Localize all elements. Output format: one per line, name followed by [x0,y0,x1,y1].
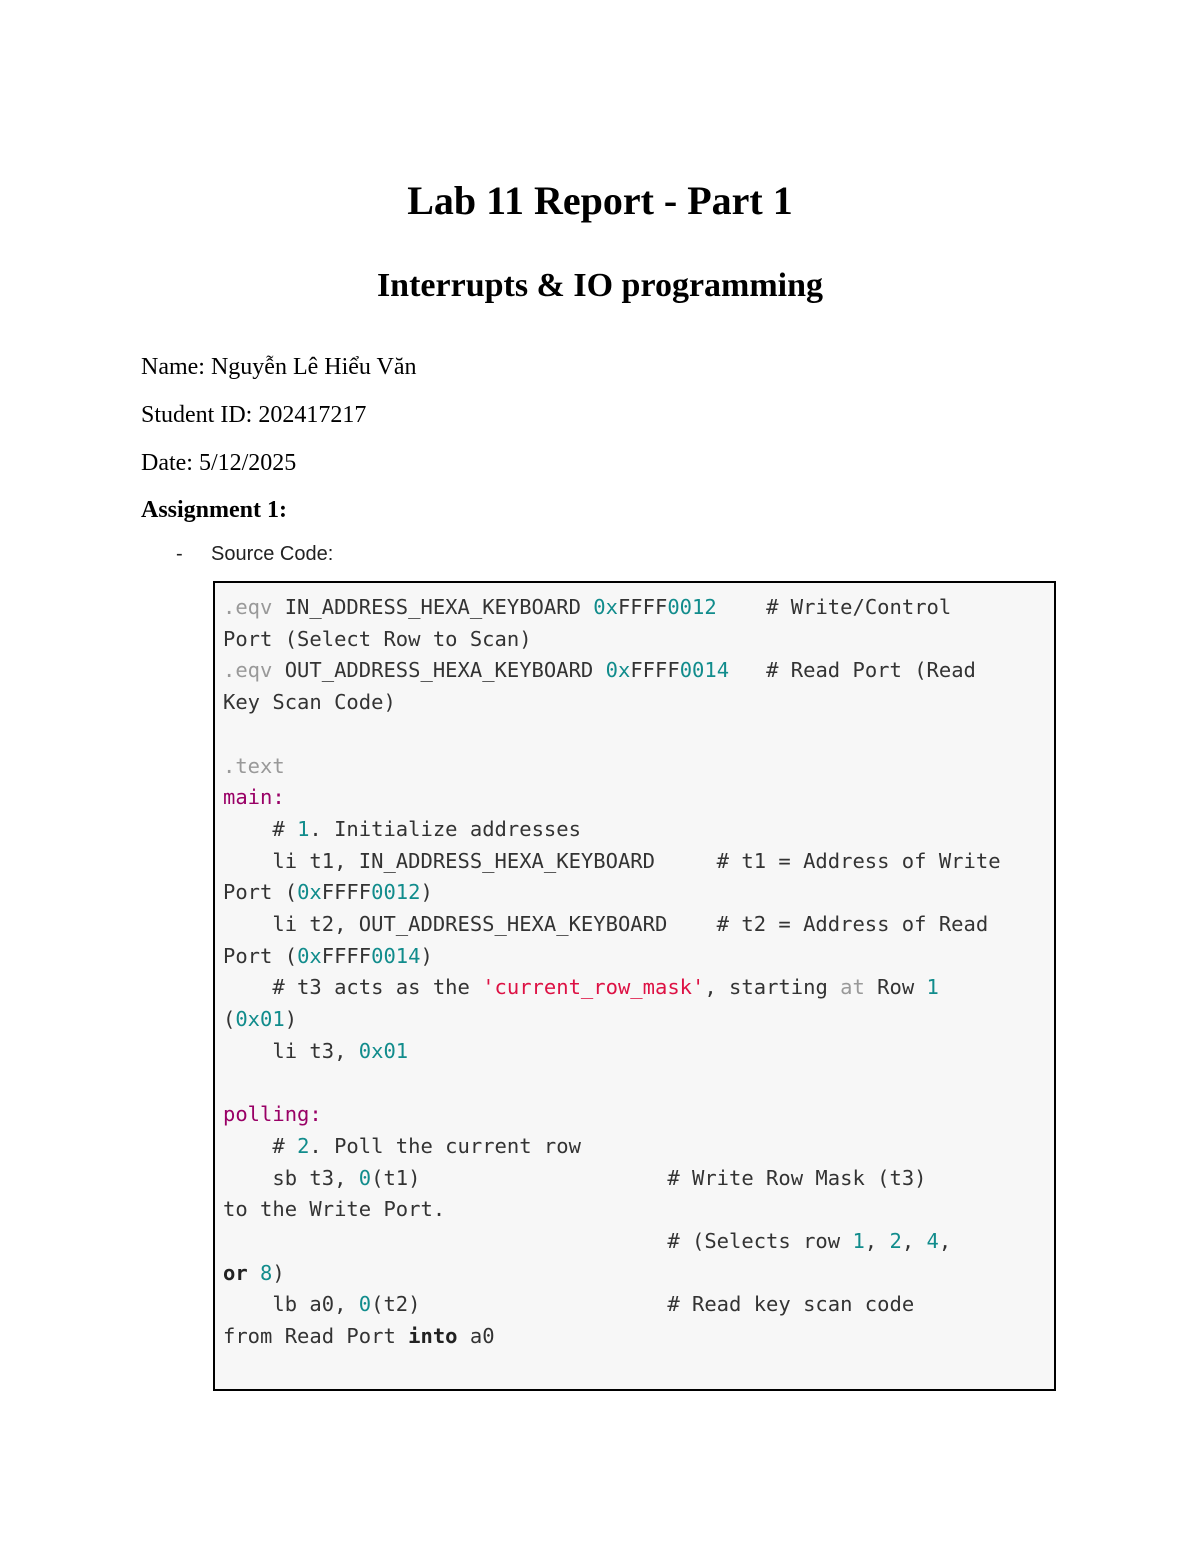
document-title: Lab 11 Report - Part 1 [407,178,793,223]
source-code [223,592,1001,1353]
document-subtitle: Interrupts & IO programming [376,267,824,304]
bullet-text: Source Code: [211,543,334,565]
code-line: sb t3, 0(t1) # Write Row Mask (t3) [223,1165,927,1190]
code-line: Port (0xFFFF0012) [223,880,433,905]
code-line: # t3 acts as the 'current_row_mask', starting at Row 1 [223,975,939,1000]
source-code-bullet [176,541,333,567]
code-block [213,581,1056,1391]
code-line: li t2, OUT_ADDRESS_HEXA_KEYBOARD # t2 = Address of Read [223,912,989,937]
code-line: .text [223,753,285,778]
code-line: .eqv IN_ADDRESS_HEXA_KEYBOARD 0xFFFF0012 # Write/Control [223,595,952,619]
bullet-marker: - [176,543,183,565]
code-line: Key Scan Code) [223,690,396,715]
student-id: Student ID: 202417217 [141,402,367,428]
code-line: from Read Port into a0 [223,1324,495,1349]
code-line: li t1, IN_ADDRESS_HEXA_KEYBOARD # t1 = Address of Write [223,848,1001,873]
code-line: li t3, 0x01 [223,1038,409,1063]
code-line: main: [223,785,285,810]
report-date: Date: 5/12/2025 [141,450,297,476]
code-line: lb a0, 0(t2) # Read key scan code [223,1292,915,1317]
code-line: (0x01) [223,1007,298,1032]
code-line: Port (Select Row to Scan) [223,626,532,651]
assignment-heading: Assignment 1: [141,497,288,523]
code-line: # (Selects row 1, 2, 4, [223,1229,952,1254]
code-line: .eqv OUT_ADDRESS_HEXA_KEYBOARD 0xFFFF0014 # Read Port (Read [223,658,976,683]
code-line: Port (0xFFFF0014) [223,943,433,968]
code-line: # 2. Poll the current row [223,1133,581,1158]
code-line: or 8) [223,1260,285,1285]
code-line: to the Write Port. [223,1197,446,1222]
code-line: polling: [223,1102,322,1127]
student-name: Name: Nguyễn Lê Hiểu Văn [141,354,417,380]
code-line: # 1. Initialize addresses [223,816,581,841]
